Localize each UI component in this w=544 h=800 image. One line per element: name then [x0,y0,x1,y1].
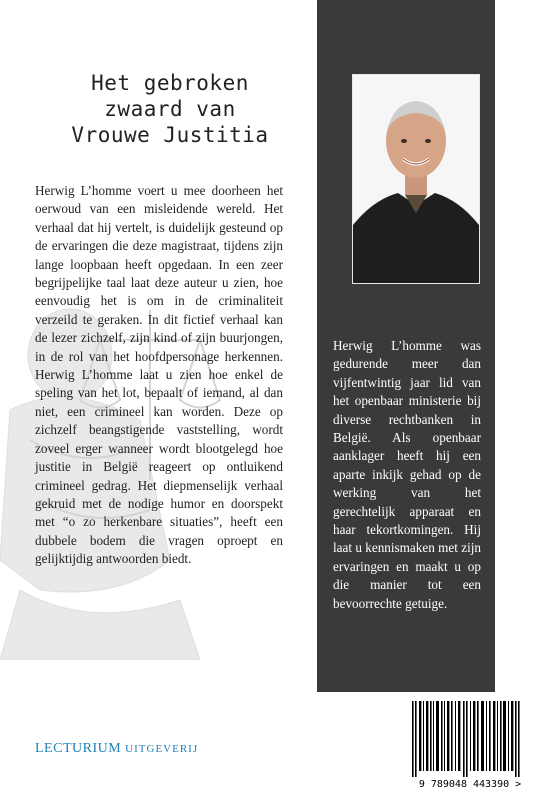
author-portrait-image [353,75,479,283]
author-photo [352,74,480,284]
barcode-digits: 9 789048 443390 > [418,779,522,790]
author-bio: Herwig L’homme was gedurende meer dan vijfentwintig jaar lid van het openbaar ministerie bij diverse rechtbanken in België. Als openbaar aanklager heeft hij een aparte inkijk gehad op de werking van het gerechtelijk apparaat en haar tekortkomingen. Hij laat u kennismaken met zijn ervaringen en maakt u op die manier tot een bevoorrechte getuige. [333,338,481,611]
publisher-name: LECTURIUM [35,741,122,756]
barcode-image [402,697,538,791]
book-title [40,70,300,148]
title-line-1: Het gebroken [91,71,249,95]
isbn-barcode [402,697,538,791]
book-blurb: Herwig L’homme voert u mee doorheen het oerwoud van een misleidende wereld. Het verhaal dat hij vertelt, is duidelijk gesteund op de ervaringen die deze magistraat, tijdens zijn lange loopbaan heeft opgedaan. In een zeer begrijpelijke taal laat deze auteur u zien, hoe eenvoudig het is om in de criminaliteit verzeild te geraken. In dit fictief verhaal kan de lezer zichzelf, zijn kind of zijn buurjongen, in de rol van het hoofdpersonage herkennen. Herwig L’homme laat u zien hoe enkel de speling van het lot, bepaalt of iemand, al dan niet, een crimineel kan worden. Deze op zichzelf beangstigende vaststelling, wordt zoveel erger wanneer wordt blootgelegd hoe justitie in België reageert op ontluikend crimineel gedrag. Het diepmenselijk verhaal gekruid met de nodige humor en doorspekt met “o zo herkenbare situaties”, heeft een dubbele bodem die vragen oproept en gelijktijdig antwoorden biedt. [35,183,283,567]
publisher-suffix: UITGEVERIJ [125,743,199,755]
publisher-logo [35,741,198,757]
title-line-3: Vrouwe Justitia [71,123,269,147]
title-line-2: zwaard van [104,97,236,121]
